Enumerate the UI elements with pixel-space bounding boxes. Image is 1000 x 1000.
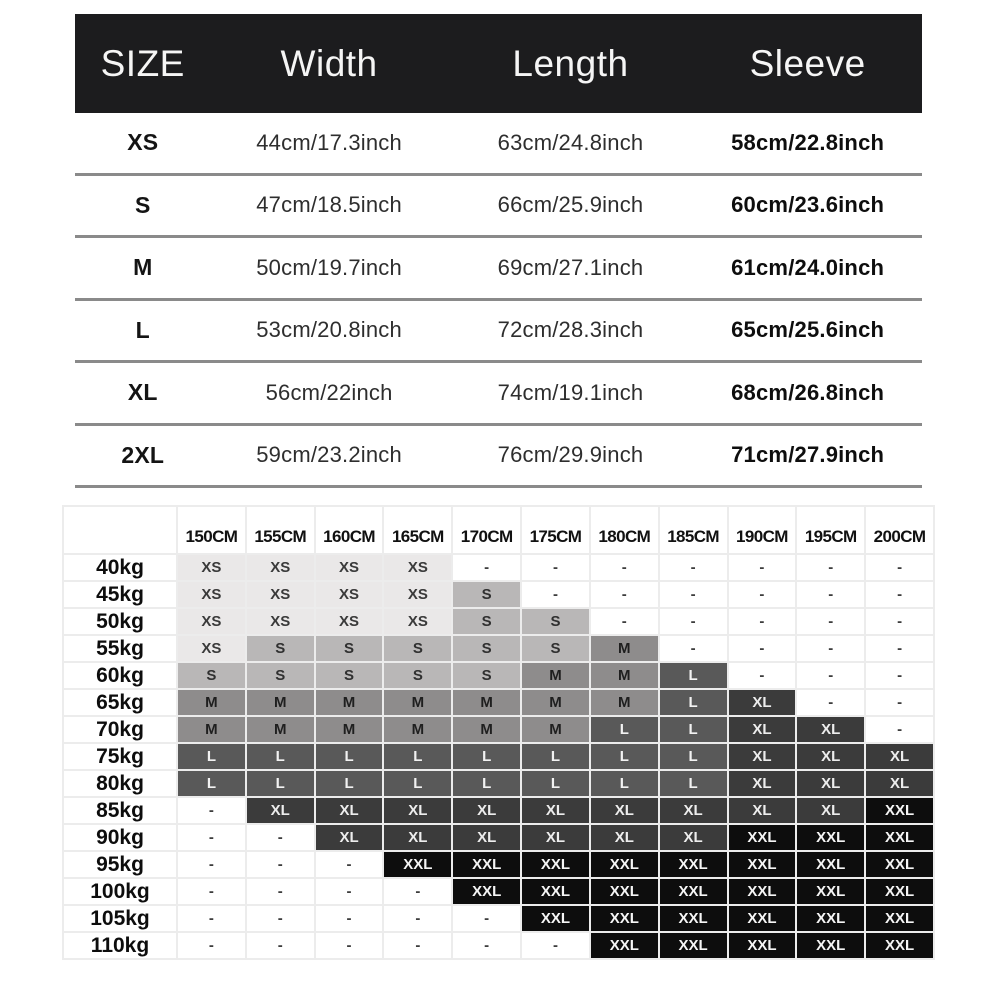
matrix-cell-empty: - bbox=[590, 581, 659, 608]
matrix-height-header: 165CM bbox=[383, 506, 452, 554]
matrix-weight-label: 75kg bbox=[63, 743, 177, 770]
matrix-cell-size: XL bbox=[796, 716, 865, 743]
matrix-row bbox=[63, 743, 934, 770]
matrix-cell-empty: - bbox=[452, 932, 521, 959]
matrix-cell-size: L bbox=[659, 716, 728, 743]
matrix-cell-size: M bbox=[383, 716, 452, 743]
matrix-cell-empty: - bbox=[659, 608, 728, 635]
matrix-cell-size: XXL bbox=[865, 851, 934, 878]
matrix-row bbox=[63, 689, 934, 716]
matrix-cell-empty: - bbox=[177, 878, 246, 905]
matrix-cell-size: XL bbox=[590, 824, 659, 851]
size-table-row bbox=[75, 363, 922, 426]
header-width-label: Width bbox=[280, 42, 378, 84]
matrix-cell-empty: - bbox=[383, 932, 452, 959]
matrix-cell-size: XS bbox=[177, 581, 246, 608]
matrix-height-header: 190CM bbox=[728, 506, 797, 554]
matrix-cell-size: XXL bbox=[452, 878, 521, 905]
matrix-weight-label: 50kg bbox=[63, 608, 177, 635]
matrix-cell-size: L bbox=[383, 770, 452, 797]
matrix-row bbox=[63, 770, 934, 797]
matrix-cell-size: XXL bbox=[865, 932, 934, 959]
matrix-cell-size: XS bbox=[246, 581, 315, 608]
matrix-cell-empty: - bbox=[728, 554, 797, 581]
matrix-cell-size: L bbox=[315, 770, 384, 797]
size-width-value: 53cm/20.8inch bbox=[256, 317, 402, 343]
matrix-height-header: 170CM bbox=[452, 506, 521, 554]
size-table-body bbox=[75, 113, 922, 488]
header-length-label: Length bbox=[512, 42, 629, 84]
matrix-cell-size: L bbox=[590, 716, 659, 743]
size-sleeve-value: 68cm/26.8inch bbox=[731, 379, 885, 405]
matrix-cell-empty: - bbox=[796, 689, 865, 716]
matrix-cell-size: M bbox=[177, 716, 246, 743]
matrix-cell-size: M bbox=[590, 635, 659, 662]
matrix-cell-empty: - bbox=[315, 932, 384, 959]
matrix-cell-empty: - bbox=[246, 824, 315, 851]
matrix-cell-size: XXL bbox=[521, 905, 590, 932]
matrix-cell-size: XXL bbox=[728, 824, 797, 851]
matrix-cell-size: XL bbox=[728, 716, 797, 743]
matrix-cell-size: L bbox=[452, 743, 521, 770]
matrix-cell-size: M bbox=[315, 716, 384, 743]
matrix-cell-empty: - bbox=[177, 932, 246, 959]
matrix-cell-size: XXL bbox=[865, 797, 934, 824]
size-table-row bbox=[75, 426, 922, 489]
matrix-cell-empty: - bbox=[315, 878, 384, 905]
matrix-cell-size: L bbox=[246, 770, 315, 797]
matrix-cell-empty: - bbox=[246, 878, 315, 905]
size-width-value: 59cm/23.2inch bbox=[256, 442, 402, 468]
matrix-cell-empty: - bbox=[865, 635, 934, 662]
matrix-cell-empty: - bbox=[315, 905, 384, 932]
matrix-cell-empty: - bbox=[521, 932, 590, 959]
matrix-cell-empty: - bbox=[383, 905, 452, 932]
matrix-row bbox=[63, 662, 934, 689]
matrix-cell-empty: - bbox=[728, 635, 797, 662]
matrix-height-header: 180CM bbox=[590, 506, 659, 554]
size-length-value: 63cm/24.8inch bbox=[497, 129, 644, 155]
matrix-cell-size: XL bbox=[383, 824, 452, 851]
matrix-row bbox=[63, 824, 934, 851]
matrix-weight-label: 80kg bbox=[63, 770, 177, 797]
matrix-cell-size: XXL bbox=[659, 932, 728, 959]
matrix-cell-size: S bbox=[452, 581, 521, 608]
matrix-cell-empty: - bbox=[177, 851, 246, 878]
matrix-cell-empty: - bbox=[659, 581, 728, 608]
size-table-header-bar bbox=[75, 14, 922, 113]
matrix-cell-size: XXL bbox=[659, 851, 728, 878]
matrix-cell-size: XXL bbox=[728, 932, 797, 959]
matrix-weight-label: 70kg bbox=[63, 716, 177, 743]
header-sleeve-label: Sleeve bbox=[749, 42, 866, 84]
height-weight-matrix bbox=[62, 505, 935, 960]
matrix-cell-size: S bbox=[521, 608, 590, 635]
matrix-cell-size: L bbox=[659, 689, 728, 716]
matrix-cell-size: L bbox=[590, 743, 659, 770]
matrix-cell-size: XS bbox=[315, 554, 384, 581]
size-size-value: XS bbox=[127, 129, 159, 156]
matrix-cell-size: M bbox=[590, 662, 659, 689]
size-table-row bbox=[75, 301, 922, 364]
size-table-row bbox=[75, 238, 922, 301]
matrix-cell-empty: - bbox=[521, 554, 590, 581]
matrix-cell-size: S bbox=[246, 662, 315, 689]
matrix-row bbox=[63, 905, 934, 932]
matrix-cell-empty: - bbox=[590, 554, 659, 581]
matrix-cell-empty: - bbox=[728, 581, 797, 608]
matrix-cell-size: M bbox=[521, 662, 590, 689]
matrix-cell-size: M bbox=[521, 689, 590, 716]
matrix-cell-size: XL bbox=[246, 797, 315, 824]
matrix-cell-size: L bbox=[521, 743, 590, 770]
matrix-cell-empty: - bbox=[246, 851, 315, 878]
matrix-cell-size: XXL bbox=[452, 851, 521, 878]
matrix-cell-size: XXL bbox=[590, 878, 659, 905]
matrix-row bbox=[63, 878, 934, 905]
matrix-cell-size: L bbox=[315, 743, 384, 770]
size-table-row bbox=[75, 176, 922, 239]
matrix-cell-size: XS bbox=[246, 554, 315, 581]
matrix-cell-empty: - bbox=[796, 608, 865, 635]
matrix-cell-empty: - bbox=[865, 554, 934, 581]
height-weight-table bbox=[62, 505, 935, 960]
matrix-cell-size: XL bbox=[865, 743, 934, 770]
matrix-cell-empty: - bbox=[659, 635, 728, 662]
matrix-body bbox=[63, 554, 934, 959]
size-size-value: M bbox=[133, 254, 153, 281]
size-width-value: 50cm/19.7inch bbox=[256, 254, 402, 280]
size-measurements-table bbox=[75, 14, 922, 488]
size-length-value: 66cm/25.9inch bbox=[497, 192, 644, 218]
matrix-cell-size: XXL bbox=[865, 824, 934, 851]
matrix-cell-size: L bbox=[521, 770, 590, 797]
matrix-corner-cell bbox=[63, 506, 177, 554]
matrix-cell-empty: - bbox=[246, 932, 315, 959]
matrix-cell-size: XXL bbox=[796, 824, 865, 851]
matrix-cell-empty: - bbox=[865, 581, 934, 608]
matrix-cell-size: XXL bbox=[659, 878, 728, 905]
matrix-cell-empty: - bbox=[796, 662, 865, 689]
matrix-cell-size: S bbox=[383, 662, 452, 689]
matrix-cell-size: XS bbox=[383, 581, 452, 608]
matrix-cell-size: XL bbox=[521, 824, 590, 851]
matrix-cell-size: S bbox=[315, 662, 384, 689]
matrix-weight-label: 85kg bbox=[63, 797, 177, 824]
matrix-row bbox=[63, 581, 934, 608]
matrix-weight-label: 95kg bbox=[63, 851, 177, 878]
matrix-cell-size: S bbox=[452, 662, 521, 689]
matrix-cell-size: XL bbox=[796, 743, 865, 770]
matrix-cell-size: S bbox=[452, 608, 521, 635]
matrix-cell-size: XXL bbox=[590, 932, 659, 959]
matrix-cell-size: L bbox=[452, 770, 521, 797]
matrix-weight-label: 110kg bbox=[63, 932, 177, 959]
matrix-cell-size: M bbox=[177, 689, 246, 716]
matrix-cell-size: XXL bbox=[590, 905, 659, 932]
matrix-row bbox=[63, 716, 934, 743]
matrix-cell-size: XXL bbox=[796, 932, 865, 959]
size-length-value: 76cm/29.9inch bbox=[497, 442, 644, 468]
matrix-cell-size: XL bbox=[865, 770, 934, 797]
matrix-cell-size: XXL bbox=[796, 851, 865, 878]
matrix-cell-size: L bbox=[590, 770, 659, 797]
matrix-cell-size: S bbox=[521, 635, 590, 662]
matrix-cell-size: XS bbox=[383, 608, 452, 635]
matrix-cell-size: XL bbox=[796, 797, 865, 824]
size-sleeve-value: 65cm/25.6inch bbox=[731, 317, 885, 343]
matrix-cell-size: XS bbox=[246, 608, 315, 635]
matrix-cell-empty: - bbox=[383, 878, 452, 905]
matrix-weight-label: 100kg bbox=[63, 878, 177, 905]
matrix-weight-label: 105kg bbox=[63, 905, 177, 932]
matrix-cell-size: XL bbox=[452, 797, 521, 824]
matrix-cell-empty: - bbox=[865, 662, 934, 689]
matrix-cell-size: XXL bbox=[865, 878, 934, 905]
header-size-label: SIZE bbox=[100, 42, 185, 84]
matrix-row bbox=[63, 608, 934, 635]
matrix-cell-size: M bbox=[590, 689, 659, 716]
matrix-cell-size: M bbox=[452, 689, 521, 716]
matrix-cell-empty: - bbox=[796, 554, 865, 581]
size-length-value: 69cm/27.1inch bbox=[497, 254, 644, 280]
matrix-cell-empty: - bbox=[521, 581, 590, 608]
matrix-row bbox=[63, 797, 934, 824]
matrix-weight-label: 55kg bbox=[63, 635, 177, 662]
matrix-cell-size: XS bbox=[177, 608, 246, 635]
matrix-cell-size: XS bbox=[177, 635, 246, 662]
size-sleeve-value: 71cm/27.9inch bbox=[731, 442, 885, 468]
matrix-cell-empty: - bbox=[315, 851, 384, 878]
matrix-cell-size: XL bbox=[728, 797, 797, 824]
matrix-cell-size: XXL bbox=[659, 905, 728, 932]
matrix-cell-empty: - bbox=[452, 905, 521, 932]
matrix-cell-size: XL bbox=[728, 689, 797, 716]
matrix-cell-size: XL bbox=[728, 743, 797, 770]
matrix-cell-size: L bbox=[659, 743, 728, 770]
matrix-cell-size: M bbox=[452, 716, 521, 743]
matrix-cell-size: XXL bbox=[728, 878, 797, 905]
matrix-cell-size: XS bbox=[177, 554, 246, 581]
matrix-cell-size: XL bbox=[659, 824, 728, 851]
matrix-row bbox=[63, 932, 934, 959]
size-length-value: 74cm/19.1inch bbox=[497, 379, 644, 405]
matrix-cell-size: XL bbox=[315, 797, 384, 824]
matrix-cell-size: XS bbox=[315, 608, 384, 635]
matrix-cell-size: XXL bbox=[521, 851, 590, 878]
size-size-value: 2XL bbox=[121, 441, 165, 468]
matrix-cell-size: XL bbox=[728, 770, 797, 797]
matrix-cell-size: M bbox=[246, 716, 315, 743]
matrix-weight-label: 45kg bbox=[63, 581, 177, 608]
matrix-header-row bbox=[63, 506, 934, 554]
matrix-cell-empty: - bbox=[728, 662, 797, 689]
matrix-cell-empty: - bbox=[796, 635, 865, 662]
matrix-weight-label: 60kg bbox=[63, 662, 177, 689]
matrix-cell-empty: - bbox=[865, 608, 934, 635]
size-width-value: 56cm/22inch bbox=[265, 379, 393, 405]
matrix-weight-label: 40kg bbox=[63, 554, 177, 581]
matrix-weight-label: 65kg bbox=[63, 689, 177, 716]
matrix-row bbox=[63, 851, 934, 878]
size-table-row bbox=[75, 113, 922, 176]
matrix-height-header: 185CM bbox=[659, 506, 728, 554]
size-size-value: L bbox=[135, 316, 150, 343]
matrix-cell-size: XXL bbox=[728, 905, 797, 932]
size-width-value: 44cm/17.3inch bbox=[256, 129, 402, 155]
matrix-cell-size: L bbox=[383, 743, 452, 770]
size-length-value: 72cm/28.3inch bbox=[497, 317, 644, 343]
matrix-cell-size: L bbox=[246, 743, 315, 770]
matrix-height-header: 155CM bbox=[246, 506, 315, 554]
matrix-cell-size: M bbox=[246, 689, 315, 716]
matrix-cell-size: S bbox=[246, 635, 315, 662]
matrix-cell-size: XS bbox=[383, 554, 452, 581]
matrix-cell-size: L bbox=[177, 743, 246, 770]
matrix-cell-size: S bbox=[383, 635, 452, 662]
matrix-height-header: 200CM bbox=[865, 506, 934, 554]
matrix-cell-empty: - bbox=[659, 554, 728, 581]
matrix-cell-size: XXL bbox=[383, 851, 452, 878]
matrix-cell-size: L bbox=[659, 770, 728, 797]
matrix-cell-size: S bbox=[177, 662, 246, 689]
matrix-height-header: 150CM bbox=[177, 506, 246, 554]
matrix-cell-empty: - bbox=[796, 581, 865, 608]
size-sleeve-value: 60cm/23.6inch bbox=[731, 192, 885, 218]
matrix-cell-size: XL bbox=[590, 797, 659, 824]
matrix-cell-empty: - bbox=[728, 608, 797, 635]
matrix-cell-empty: - bbox=[177, 797, 246, 824]
size-sleeve-value: 58cm/22.8inch bbox=[731, 129, 885, 155]
matrix-cell-size: XXL bbox=[865, 905, 934, 932]
matrix-cell-size: S bbox=[452, 635, 521, 662]
matrix-cell-empty: - bbox=[590, 608, 659, 635]
matrix-cell-size: XXL bbox=[728, 851, 797, 878]
matrix-cell-size: XL bbox=[796, 770, 865, 797]
matrix-cell-empty: - bbox=[177, 824, 246, 851]
matrix-cell-empty: - bbox=[865, 689, 934, 716]
matrix-cell-size: XXL bbox=[521, 878, 590, 905]
matrix-cell-size: L bbox=[659, 662, 728, 689]
matrix-height-header: 195CM bbox=[796, 506, 865, 554]
matrix-cell-size: M bbox=[521, 716, 590, 743]
matrix-cell-size: XXL bbox=[590, 851, 659, 878]
matrix-cell-size: XL bbox=[659, 797, 728, 824]
matrix-row bbox=[63, 554, 934, 581]
matrix-cell-size: L bbox=[177, 770, 246, 797]
matrix-cell-size: XL bbox=[383, 797, 452, 824]
matrix-cell-size: M bbox=[383, 689, 452, 716]
matrix-cell-empty: - bbox=[452, 554, 521, 581]
size-size-value: XL bbox=[127, 379, 158, 406]
size-width-value: 47cm/18.5inch bbox=[256, 192, 402, 218]
matrix-cell-empty: - bbox=[246, 905, 315, 932]
matrix-cell-size: XL bbox=[452, 824, 521, 851]
matrix-cell-size: M bbox=[315, 689, 384, 716]
matrix-cell-size: XS bbox=[315, 581, 384, 608]
matrix-cell-size: XXL bbox=[796, 905, 865, 932]
matrix-cell-empty: - bbox=[177, 905, 246, 932]
matrix-row bbox=[63, 635, 934, 662]
matrix-height-header: 160CM bbox=[315, 506, 384, 554]
size-sleeve-value: 61cm/24.0inch bbox=[731, 254, 885, 280]
matrix-weight-label: 90kg bbox=[63, 824, 177, 851]
matrix-cell-empty: - bbox=[865, 716, 934, 743]
matrix-cell-size: XL bbox=[315, 824, 384, 851]
matrix-cell-size: S bbox=[315, 635, 384, 662]
matrix-cell-size: XL bbox=[521, 797, 590, 824]
size-size-value: S bbox=[134, 191, 151, 218]
matrix-height-header: 175CM bbox=[521, 506, 590, 554]
matrix-cell-size: XXL bbox=[796, 878, 865, 905]
